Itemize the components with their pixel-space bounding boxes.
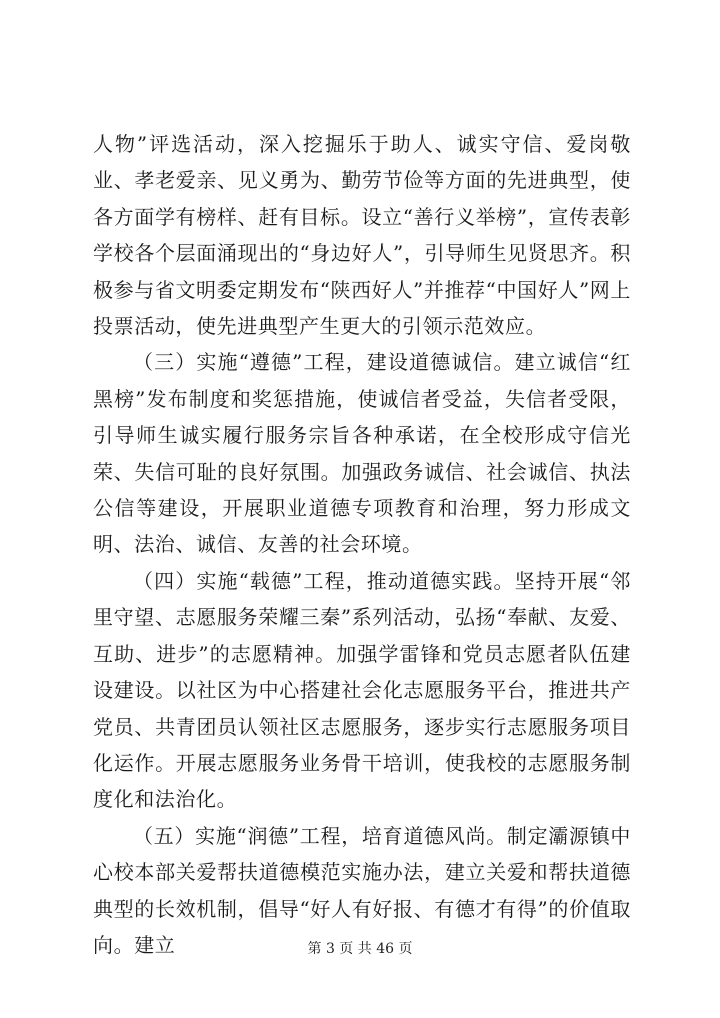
page-number-footer: 第 3 页 共 46 页 [307, 941, 413, 957]
document-body [93, 126, 631, 963]
paragraph-2: （三）实施“遵德”工程，建设道德诚信。建立诚信“红黑榜”发布制度和奖惩措施，使诚信者受益，失信者受限，引导师生诚实履行服务宗旨各种承诺，在全校形成守信光荣、失信可耻的良好氛围。加强政务诚信、社会诚信、执法公信等建设，开展职业道德专项教育和治理，努力形成文明、法治、诚信、友善的社会环境。 [93, 350, 631, 557]
paragraph-3: （四）实施“载德”工程，推动道德实践。坚持开展“邻里守望、志愿服务荣耀三秦”系列活动，弘扬“奉献、友爱、互助、进步”的志愿精神。加强学雷锋和党员志愿者队伍建设建设。以社区为中心搭建社会化志愿服务平台，推进共产党员、共青团员认领社区志愿服务，逐步实行志愿服务项目化运作。开展志愿服务业务骨干培训，使我校的志愿服务制度化和法治化。 [93, 568, 631, 812]
paragraph-1: 人物”评选活动，深入挖掘乐于助人、诚实守信、爱岗敬业、孝老爱亲、见义勇为、勤劳节俭等方面的先进典型，使各方面学有榜样、赶有目标。设立“善行义举榜”，宣传表彰学校各个层面涌现出的“身边好人”，引导师生见贤思齐。积极参与省文明委定期发布“陕西好人”并推荐“中国好人”网上投票活动，使先进典型产生更大的引领示范效应。 [93, 132, 631, 339]
paragraph-4: （五）实施“润德”工程，培育道德风尚。制定灞源镇中心校本部关爱帮扶道德模范实施办法，建立关爱和帮扶道德典型的长效机制，倡导“好人有好报、有德才有得”的价值取向。建立 [93, 823, 631, 957]
